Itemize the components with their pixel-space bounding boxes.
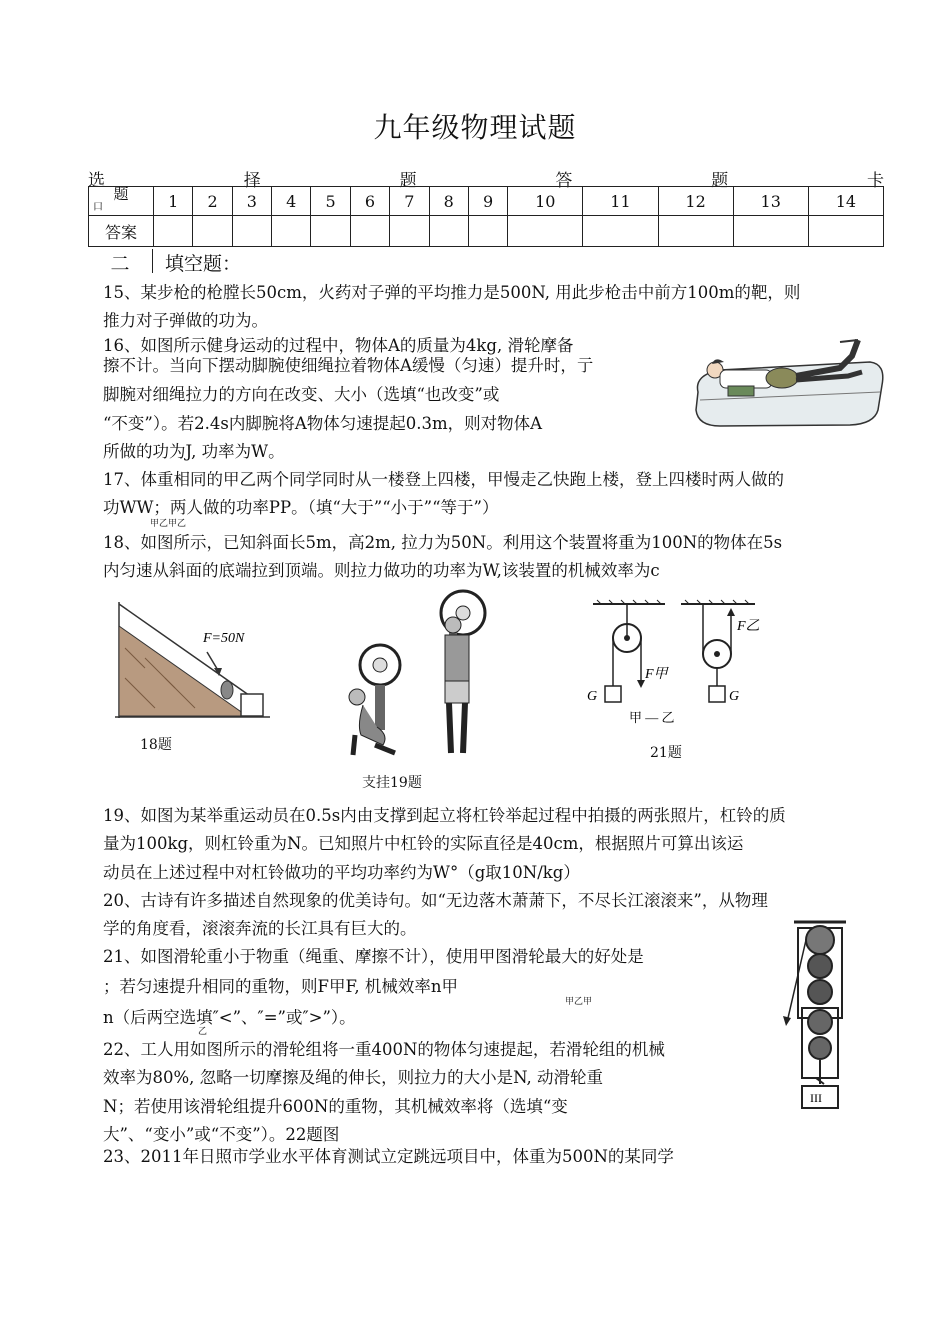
answer-cell[interactable] — [583, 216, 658, 247]
force-label: F乙 — [737, 619, 760, 634]
question-line: 脚腕对细绳拉力的方向在改变、大小（选填“也改变”或 — [103, 385, 500, 404]
page-title: 九年级物理试题 — [373, 111, 577, 144]
question-line: 学的角度看，滚滚奔流的长江具有巨大的。 — [103, 919, 417, 938]
answer-cell[interactable] — [808, 216, 883, 247]
question-line: 量为100kg，则杠铃重为N。已知照片中杠铃的实际直径是40cm，根据照片可算出该运 — [103, 834, 744, 853]
card-char: 选 — [88, 171, 105, 191]
number-cell: 5 — [311, 187, 350, 216]
question-line: “不变”）。若2.4s内脚腕将A物体匀速提起0.3m，则对物体A — [103, 414, 543, 433]
section-number: 二 — [88, 249, 153, 273]
number-cell: 9 — [468, 187, 507, 216]
question-line: 21、如图滑轮重小于物重（绳重、摩擦不计），使用甲图滑轮最大的好处是 — [103, 947, 644, 966]
answer-cell[interactable] — [508, 216, 583, 247]
figure-caption: 21题 — [650, 745, 682, 761]
card-char: 择 — [243, 171, 261, 191]
question-line: 18、如图所示，已知斜面长5m，高2m, 拉力为50N。利用这个装置将重为100N的物体在5s — [103, 533, 783, 552]
row-label: 答案 — [89, 216, 154, 247]
answer-card-table — [88, 186, 884, 247]
card-char: 卡 — [866, 171, 884, 191]
number-cell: 2 — [193, 187, 232, 216]
answer-cell[interactable] — [350, 216, 389, 247]
weight-label: G — [587, 689, 598, 704]
answer-cell[interactable] — [390, 216, 429, 247]
subscript-note: 甲乙甲乙 — [150, 519, 187, 529]
answer-cell[interactable] — [232, 216, 271, 247]
answer-cell[interactable] — [468, 216, 507, 247]
subscript-note: 乙 — [198, 1027, 208, 1037]
number-cell: 14 — [808, 187, 883, 216]
number-cell: 1 — [154, 187, 193, 216]
question-line: 17、体重相同的甲乙两个同学同时从一楼登上四楼，甲慢走乙快跑上楼，登上四楼时两人做的 — [103, 470, 784, 489]
weight-label: III — [810, 1091, 822, 1105]
answer-cell[interactable] — [429, 216, 468, 247]
question-line: 19、如图为某举重运动员在0.5s内由支撑到起立将杠铃举起过程中拍摄的两张照片，杠铃的质 — [103, 806, 786, 825]
question-line: 推力对子弹做的功为。 — [103, 311, 268, 330]
subscript-note: 甲乙甲 — [565, 997, 593, 1007]
question-line: 效率为80%, 忽略一切摩擦及绳的伸长，则拉力的大小是N, 动滑轮重 — [103, 1068, 604, 1087]
answer-cell[interactable] — [154, 216, 193, 247]
figure-22-pulley-block — [780, 918, 860, 1113]
question-line: 15、某步枪的枪膛长50cm，火药对子弹的平均推力是500N, 用此步枪击中前方100m的靶，则 — [103, 283, 801, 302]
figure-caption: 18题 — [140, 737, 172, 753]
question-line: ；若匀速提升相同的重物，则F甲F, 机械效率n甲 — [103, 977, 458, 996]
question-line: 大”、“变小”或“不变”）。22题图 — [103, 1125, 340, 1144]
figure-21-pulleys — [585, 598, 775, 728]
figure-16-exercise — [690, 330, 890, 430]
section-label: 填空题： — [165, 253, 242, 275]
force-label: F甲 — [645, 667, 668, 682]
number-cell: 6 — [350, 187, 389, 216]
question-line: 22、工人用如图所示的滑轮组将一重400N的物体匀速提起，若滑轮组的机械 — [103, 1040, 665, 1059]
weight-label: G — [729, 689, 740, 704]
question-line: 动员在上述过程中对杠铃做功的平均功率约为W°（g取10N/kg） — [103, 863, 580, 882]
row-label-sub: 口 — [93, 202, 103, 213]
figure-19-weightlifting — [335, 585, 495, 770]
card-char: 题 — [711, 171, 729, 191]
row-label-cell — [89, 187, 154, 216]
table-row — [89, 216, 884, 247]
card-char: 答 — [555, 171, 573, 191]
question-line: 所做的功为J, 功率为W。 — [103, 442, 285, 461]
question-line: 16、如图所示健身运动的过程中，物体A的质量为4kg, 滑轮摩备 — [103, 336, 574, 355]
answer-cell[interactable] — [272, 216, 311, 247]
number-cell: 11 — [583, 187, 658, 216]
number-cell: 7 — [390, 187, 429, 216]
answer-cell[interactable] — [311, 216, 350, 247]
number-cell: 12 — [658, 187, 733, 216]
answer-cell[interactable] — [658, 216, 733, 247]
row-label: 题 — [113, 185, 129, 203]
figure-sublabels: 甲 — 乙 — [629, 710, 675, 725]
number-cell: 13 — [733, 187, 808, 216]
question-line: 20、古诗有许多描述自然现象的优美诗句。如“无边落木萧萧下，不尽长江滚滚来”，从物理 — [103, 891, 768, 910]
number-cell: 4 — [272, 187, 311, 216]
table-row — [89, 187, 884, 216]
number-cell: 8 — [429, 187, 468, 216]
number-cell: 10 — [508, 187, 583, 216]
card-char: 题 — [399, 171, 417, 191]
answer-cell[interactable] — [193, 216, 232, 247]
figure-caption: 支挂19题 — [362, 775, 422, 791]
answer-cell[interactable] — [733, 216, 808, 247]
question-line: 擦不计。当向下摆动脚腕使细绳拉着物体A缓慢（匀速）提升时，亍 — [103, 356, 594, 375]
question-line: 内匀速从斜面的底端拉到顶端。则拉力做功的功率为W,该装置的机械效率为c — [103, 561, 660, 580]
question-line: 功WW；两人做的功率PP。（填“大于”“小于”“等于”） — [103, 498, 499, 517]
question-line: 23、2011年日照市学业水平体育测试立定跳远项目中，体重为500N的某同学 — [103, 1147, 674, 1166]
question-line: n（后两空选填″<”、″=”或″>”）。 — [103, 1008, 356, 1027]
question-line: N；若使用该滑轮组提升600N的重物，其机械效率将（选填“变 — [103, 1097, 568, 1116]
section-heading — [88, 249, 241, 276]
figure-18-incline — [115, 598, 275, 723]
number-cell: 3 — [232, 187, 271, 216]
force-label: F=50N — [203, 631, 245, 646]
